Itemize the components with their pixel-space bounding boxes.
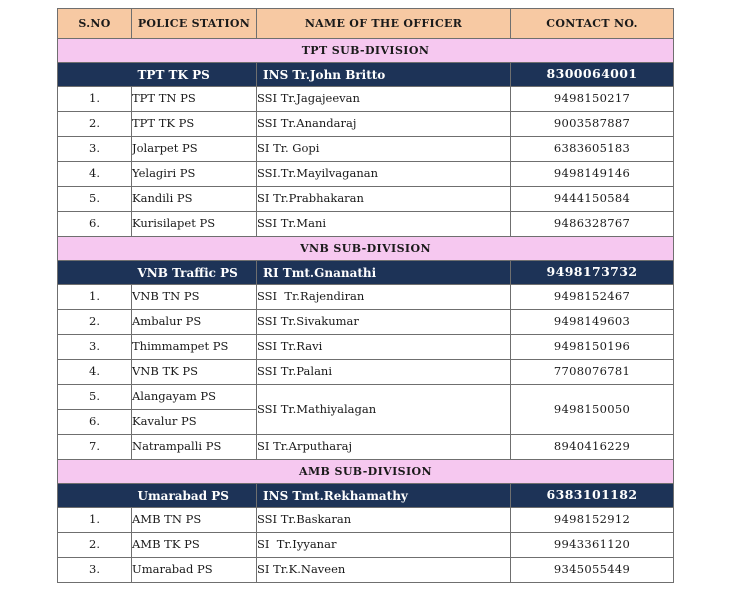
row-contact: 9498150196 bbox=[511, 335, 674, 360]
head-contact: 9498173732 bbox=[511, 261, 674, 285]
row-officer: SSI Tr.Baskaran bbox=[257, 508, 511, 533]
row-sno: 1. bbox=[58, 87, 132, 112]
row-station: Thimmampet PS bbox=[132, 335, 257, 360]
row-sno: 6. bbox=[58, 410, 132, 435]
row-sno: 6. bbox=[58, 212, 132, 237]
subdivision-title: AMB SUB-DIVISION bbox=[58, 460, 674, 484]
table-row bbox=[58, 360, 674, 385]
row-station: TPT TN PS bbox=[132, 87, 257, 112]
row-station: Jolarpet PS bbox=[132, 137, 257, 162]
table-row bbox=[58, 310, 674, 335]
row-contact: 9498152467 bbox=[511, 285, 674, 310]
table-header-row bbox=[58, 9, 674, 39]
row-station: Kavalur PS bbox=[132, 410, 257, 435]
row-sno: 2. bbox=[58, 533, 132, 558]
table-row bbox=[58, 385, 674, 410]
table-row bbox=[58, 335, 674, 360]
row-station: Natrampalli PS bbox=[132, 435, 257, 460]
head-officer: RI Tmt.Gnanathi bbox=[257, 261, 511, 285]
row-sno: 1. bbox=[58, 285, 132, 310]
row-sno: 2. bbox=[58, 112, 132, 137]
row-contact: 6383605183 bbox=[511, 137, 674, 162]
head-station: VNB Traffic PS bbox=[132, 261, 257, 285]
row-officer: SSI Tr.Mani bbox=[257, 212, 511, 237]
row-station: Ambalur PS bbox=[132, 310, 257, 335]
row-contact: 9003587887 bbox=[511, 112, 674, 137]
table-row bbox=[58, 137, 674, 162]
table-row bbox=[58, 558, 674, 583]
row-officer: SSI Tr.Ravi bbox=[257, 335, 511, 360]
row-contact: 9345055449 bbox=[511, 558, 674, 583]
row-station: VNB TN PS bbox=[132, 285, 257, 310]
row-officer: SI Tr.Arputharaj bbox=[257, 435, 511, 460]
row-sno: 1. bbox=[58, 508, 132, 533]
subdivision-title: VNB SUB-DIVISION bbox=[58, 237, 674, 261]
row-contact: 7708076781 bbox=[511, 360, 674, 385]
head-contact: 8300064001 bbox=[511, 63, 674, 87]
table-row bbox=[58, 87, 674, 112]
row-sno: 4. bbox=[58, 162, 132, 187]
row-sno: 5. bbox=[58, 187, 132, 212]
subdivision-head-row bbox=[58, 484, 674, 508]
subdivision-head-row bbox=[58, 63, 674, 87]
row-officer: SSI Tr.Mathiyalagan bbox=[257, 385, 511, 435]
row-station: Kurisilapet PS bbox=[132, 212, 257, 237]
row-contact: 9498149603 bbox=[511, 310, 674, 335]
table-row bbox=[58, 112, 674, 137]
row-station: Alangayam PS bbox=[132, 385, 257, 410]
subdivision-title: TPT SUB-DIVISION bbox=[58, 39, 674, 63]
row-contact: 9943361120 bbox=[511, 533, 674, 558]
table-row bbox=[58, 187, 674, 212]
row-officer: SI Tr. Gopi bbox=[257, 137, 511, 162]
header-sno: S.NO bbox=[58, 9, 132, 39]
row-sno: 3. bbox=[58, 335, 132, 360]
table-row bbox=[58, 212, 674, 237]
row-station: Yelagiri PS bbox=[132, 162, 257, 187]
row-contact: 9486328767 bbox=[511, 212, 674, 237]
row-officer: SI Tr.Iyyanar bbox=[257, 533, 511, 558]
row-contact: 9444150584 bbox=[511, 187, 674, 212]
row-contact: 9498150217 bbox=[511, 87, 674, 112]
row-contact: 9498152912 bbox=[511, 508, 674, 533]
officer-contact-table bbox=[57, 8, 674, 583]
row-officer: SSI Tr.Jagajeevan bbox=[257, 87, 511, 112]
head-station: TPT TK PS bbox=[132, 63, 257, 87]
table-row bbox=[58, 285, 674, 310]
row-sno: 5. bbox=[58, 385, 132, 410]
head-officer: INS Tmt.Rekhamathy bbox=[257, 484, 511, 508]
row-officer: SSI Tr.Palani bbox=[257, 360, 511, 385]
row-officer: SI Tr.Prabhakaran bbox=[257, 187, 511, 212]
row-officer: SSI Tr.Anandaraj bbox=[257, 112, 511, 137]
row-station: Kandili PS bbox=[132, 187, 257, 212]
row-officer: SSI Tr.Sivakumar bbox=[257, 310, 511, 335]
table-row bbox=[58, 162, 674, 187]
header-contact-no: CONTACT NO. bbox=[511, 9, 674, 39]
row-station: AMB TN PS bbox=[132, 508, 257, 533]
header-officer-name: NAME OF THE OFFICER bbox=[257, 9, 511, 39]
row-sno: 7. bbox=[58, 435, 132, 460]
row-station: VNB TK PS bbox=[132, 360, 257, 385]
row-contact: 9498149146 bbox=[511, 162, 674, 187]
row-contact: 9498150050 bbox=[511, 385, 674, 435]
head-station: Umarabad PS bbox=[132, 484, 257, 508]
row-sno: 2. bbox=[58, 310, 132, 335]
header-police-station: POLICE STATION bbox=[132, 9, 257, 39]
table-row bbox=[58, 533, 674, 558]
subdivision-title-row bbox=[58, 460, 674, 484]
row-station: AMB TK PS bbox=[132, 533, 257, 558]
subdivision-title-row bbox=[58, 237, 674, 261]
row-contact: 8940416229 bbox=[511, 435, 674, 460]
row-sno: 3. bbox=[58, 137, 132, 162]
row-officer: SSI Tr.Rajendiran bbox=[257, 285, 511, 310]
table-row bbox=[58, 435, 674, 460]
row-station: Umarabad PS bbox=[132, 558, 257, 583]
head-contact: 6383101182 bbox=[511, 484, 674, 508]
table-row bbox=[58, 508, 674, 533]
row-sno: 4. bbox=[58, 360, 132, 385]
row-officer: SSI.Tr.Mayilvaganan bbox=[257, 162, 511, 187]
subdivision-title-row bbox=[58, 39, 674, 63]
row-officer: SI Tr.K.Naveen bbox=[257, 558, 511, 583]
subdivision-head-row bbox=[58, 261, 674, 285]
row-station: TPT TK PS bbox=[132, 112, 257, 137]
head-officer: INS Tr.John Britto bbox=[257, 63, 511, 87]
row-sno: 3. bbox=[58, 558, 132, 583]
